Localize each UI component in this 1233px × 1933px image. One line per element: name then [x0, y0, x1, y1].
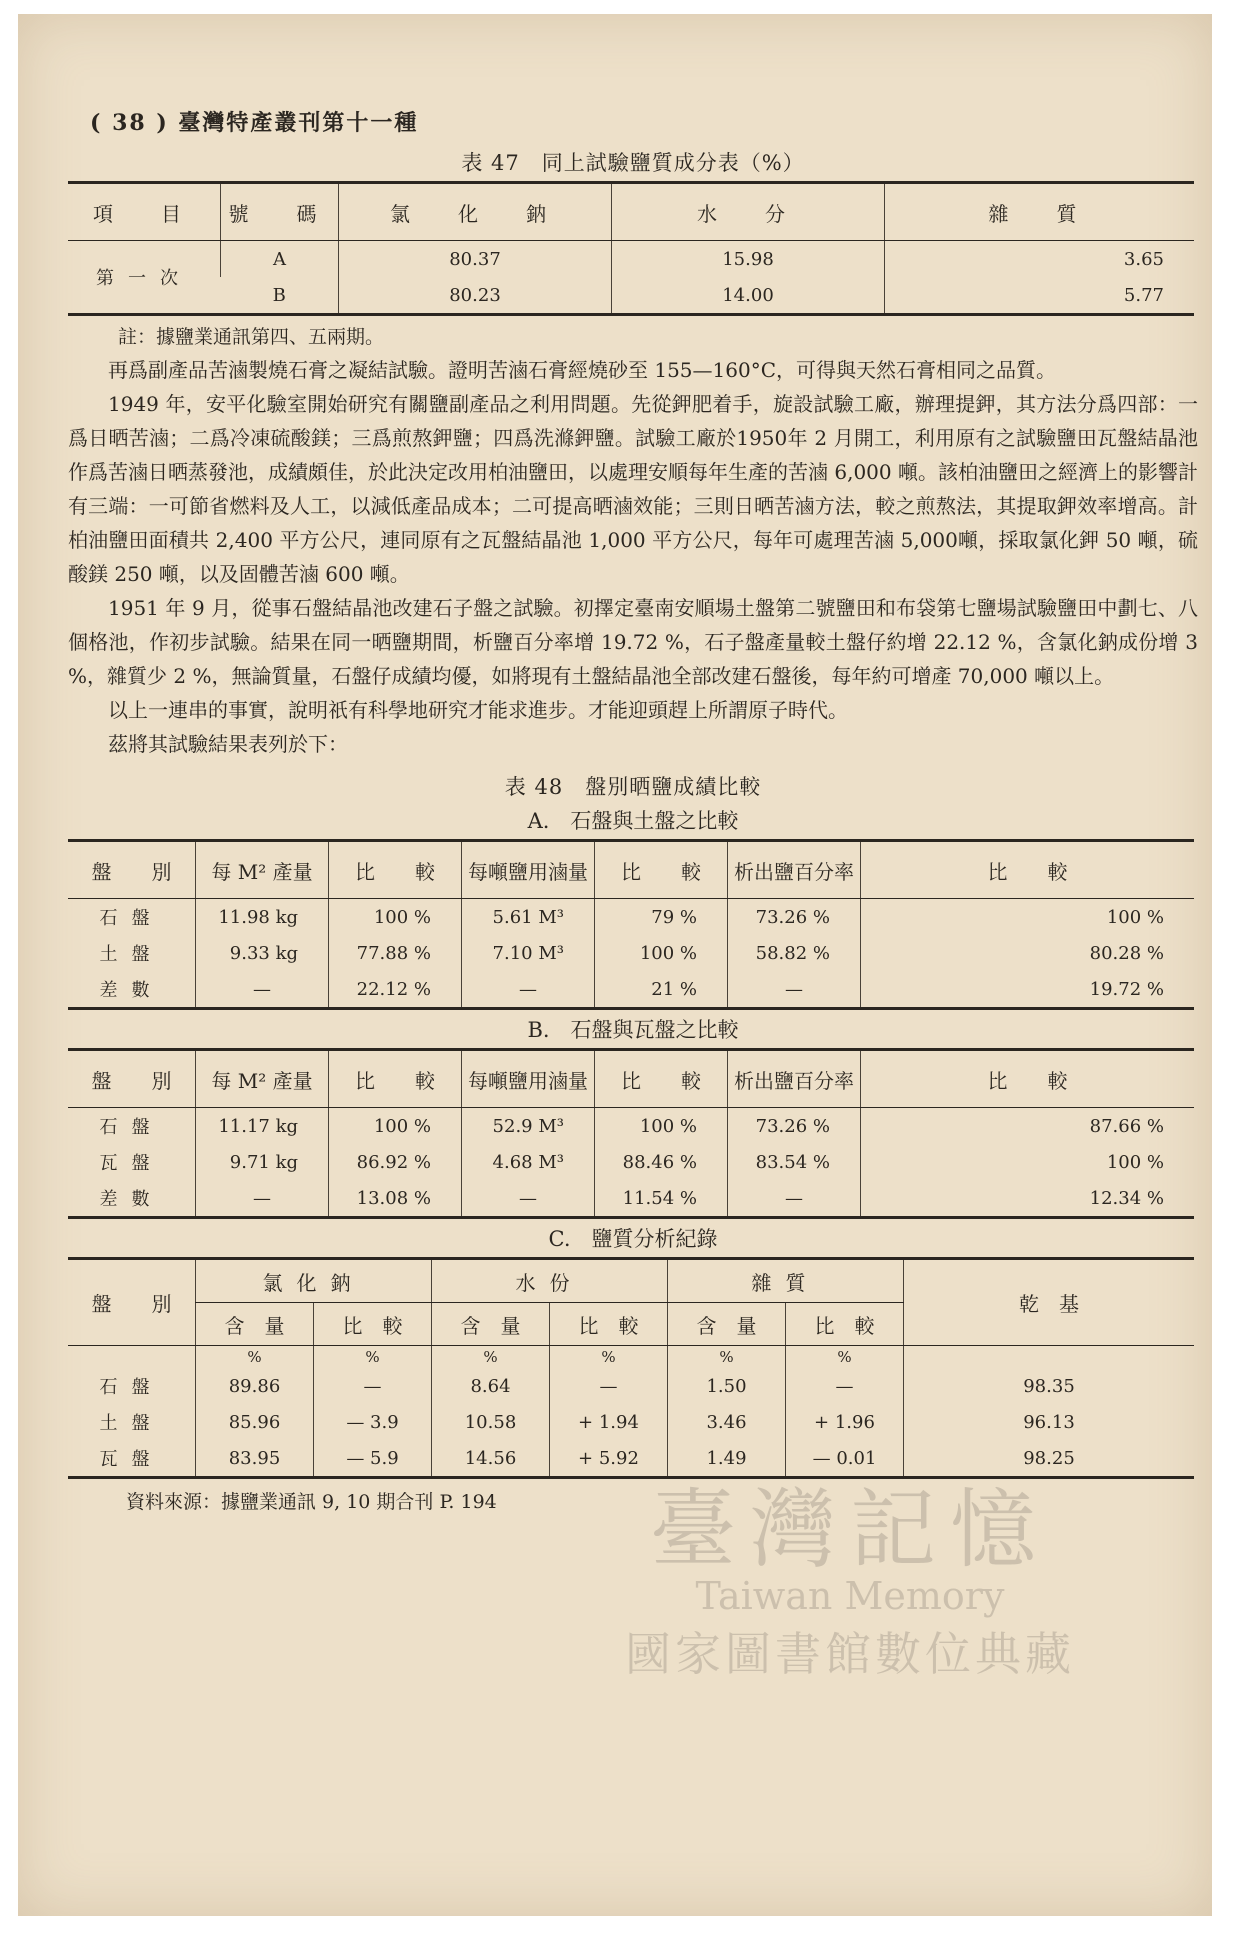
- col-header: 雜質: [668, 1259, 904, 1303]
- table-cell: + 1.96: [786, 1404, 904, 1440]
- table-cell: —: [728, 971, 861, 1009]
- row-label: 瓦盤: [99, 1153, 164, 1174]
- table-cell: — 3.9: [314, 1404, 432, 1440]
- col-header: 含 量: [668, 1303, 786, 1346]
- row-label: 石盤: [99, 1377, 164, 1398]
- col-header: 氯化鈉: [196, 1259, 432, 1303]
- table-cell: A: [221, 241, 339, 278]
- table-cell: 100 %: [861, 1144, 1195, 1180]
- col-header: 盤 別: [68, 1259, 196, 1346]
- col-header: 比 較: [550, 1303, 668, 1346]
- table-cell: 83.54 %: [728, 1144, 861, 1180]
- col-header: 項 目: [68, 183, 221, 241]
- col-header: 比 較: [861, 841, 1195, 899]
- table-47: [68, 181, 1194, 316]
- table-cell: 12.34 %: [861, 1180, 1195, 1218]
- table-cell: 1.49: [668, 1440, 786, 1478]
- source-note: 資料來源：據鹽業通訊 9, 10 期合刊 P. 194: [126, 1491, 497, 1513]
- table-cell: 96.13: [904, 1404, 1195, 1440]
- table-cell: 85.96: [196, 1404, 314, 1440]
- table-cell: + 1.94: [550, 1404, 668, 1440]
- paragraph: 以上一連串的事實，說明祇有科學地研究才能求進步。才能迎頭趕上所謂原子時代。: [108, 698, 848, 722]
- table-48b: [68, 1048, 1194, 1219]
- table-cell: 9.33 kg: [196, 935, 329, 971]
- table-cell: 14.00: [612, 277, 885, 315]
- table-48a: [68, 839, 1194, 1010]
- table-cell: 1.50: [668, 1368, 786, 1404]
- table-48-caption: 表 48 盤別晒鹽成績比較: [504, 775, 762, 799]
- table-cell: 52.9 M³: [462, 1108, 595, 1145]
- table-cell: 21 %: [595, 971, 728, 1009]
- paragraph: 1951 年 9 月，從事石盤結晶池改建石子盤之試驗。初擇定臺南安順場土盤第二號鹽田和布袋第七鹽場試驗鹽田中劃七、八個格池，作初步試驗。結果在同一晒鹽期間，析鹽百分率增 19.72 %，石子盤產量較土盤仔約增 22.12 %，含氯化鈉成份增 3 %，雜質少 2 %，無論質量，石盤仔成績均優，如將現有土盤結晶池全部改建石盤後，每年約可增產 70,000 噸以上。: [68, 596, 1198, 688]
- watermark-english: Taiwan Memory: [695, 1574, 1005, 1618]
- col-header: 每噸鹽用滷量: [462, 1050, 595, 1108]
- col-header: 含 量: [432, 1303, 550, 1346]
- table-cell: 100 %: [595, 1108, 728, 1145]
- table-cell: 100 %: [329, 899, 462, 936]
- table-cell: 19.72 %: [861, 971, 1195, 1009]
- table-cell: 80.28 %: [861, 935, 1195, 971]
- row-label: 石盤: [99, 908, 164, 929]
- row-label: 土盤: [99, 1413, 164, 1434]
- table-cell: 3.46: [668, 1404, 786, 1440]
- unit-cell: %: [786, 1346, 904, 1369]
- watermark-subtitle: 國家圖書館數位典藏: [625, 1627, 1075, 1681]
- col-header: 比 較: [786, 1303, 904, 1346]
- table-cell: 5.77: [885, 277, 1195, 315]
- table-48b-caption: B. 石盤與瓦盤之比較: [527, 1018, 739, 1042]
- table-cell: 80.23: [339, 277, 612, 315]
- table-cell: 14.56: [432, 1440, 550, 1478]
- table-cell: 9.71 kg: [196, 1144, 329, 1180]
- table-cell: 13.08 %: [329, 1180, 462, 1218]
- row-label: 石盤: [99, 1117, 164, 1138]
- unit-cell: [68, 1346, 196, 1369]
- table-cell: —: [462, 971, 595, 1009]
- table-cell: 100 %: [861, 899, 1195, 936]
- col-header: 比 較: [595, 1050, 728, 1108]
- table-cell: —: [728, 1180, 861, 1218]
- table-cell: —: [196, 1180, 329, 1218]
- table-cell: 4.68 M³: [462, 1144, 595, 1180]
- col-header: 每 M² 產量: [196, 841, 329, 899]
- col-header: 比 較: [329, 841, 462, 899]
- table-47-note: 註：據鹽業通訊第四、五兩期。: [118, 326, 385, 348]
- table-cell: 73.26 %: [728, 1108, 861, 1145]
- unit-cell: %: [550, 1346, 668, 1369]
- table-cell: 11.98 kg: [196, 899, 329, 936]
- table-cell: 5.61 M³: [462, 899, 595, 936]
- col-header: 水份: [432, 1259, 668, 1303]
- table-cell: 86.92 %: [329, 1144, 462, 1180]
- unit-cell: [904, 1346, 1195, 1369]
- col-header: 每 M² 產量: [196, 1050, 329, 1108]
- col-header: 號 碼: [221, 183, 339, 241]
- page-header: ( 38 ) 臺灣特產叢刊第十一種: [90, 110, 419, 136]
- table-cell: 77.88 %: [329, 935, 462, 971]
- table-cell: 15.98: [612, 241, 885, 278]
- table-47-caption: 表 47 同上試驗鹽質成分表（%）: [461, 151, 805, 175]
- table-cell: —: [462, 1180, 595, 1218]
- col-header: 析出鹽百分率: [728, 841, 861, 899]
- col-header: 乾 基: [904, 1259, 1195, 1346]
- table-cell: B: [272, 284, 286, 306]
- table-cell: 80.37: [339, 241, 612, 278]
- col-header: 比 較: [861, 1050, 1195, 1108]
- page-content: [68, 106, 1198, 1514]
- table-cell: 89.86: [196, 1368, 314, 1404]
- col-header: 析出鹽百分率: [728, 1050, 861, 1108]
- table-cell: — 0.01: [786, 1440, 904, 1478]
- unit-cell: %: [668, 1346, 786, 1369]
- table-cell: —: [786, 1368, 904, 1404]
- col-header: 氯 化 鈉: [339, 183, 612, 241]
- paragraph: 再爲副產品苦滷製燒石膏之凝結試驗。證明苦滷石膏經燒砂至 155—160°C，可得與天然石膏相同之品質。: [108, 358, 1057, 382]
- col-header: 比 較: [314, 1303, 432, 1346]
- row-label: 差數: [99, 1189, 164, 1210]
- unit-cell: %: [432, 1346, 550, 1369]
- table-cell: —: [314, 1368, 432, 1404]
- table-cell: 100 %: [595, 935, 728, 971]
- table-cell: 8.64: [432, 1368, 550, 1404]
- table-cell: 22.12 %: [329, 971, 462, 1009]
- table-48c: [68, 1257, 1194, 1479]
- row-label: 差數: [99, 980, 164, 1001]
- col-header: 盤 別: [68, 841, 196, 899]
- paragraph: 茲將其試驗結果表列於下：: [108, 732, 348, 756]
- table-cell: 10.58: [432, 1404, 550, 1440]
- table-48c-caption: C. 鹽質分析紀錄: [548, 1227, 718, 1251]
- col-header: 比 較: [595, 841, 728, 899]
- col-header: 水 分: [612, 183, 885, 241]
- table-cell: 7.10 M³: [462, 935, 595, 971]
- table-cell: —: [550, 1368, 668, 1404]
- table-cell: 73.26 %: [728, 899, 861, 936]
- row-label: 土盤: [99, 944, 164, 965]
- watermark-title: 臺灣記憶: [650, 1480, 1050, 1580]
- table-cell: 58.82 %: [728, 935, 861, 971]
- table-cell: 98.35: [904, 1368, 1195, 1404]
- paragraph: 1949 年，安平化驗室開始研究有關鹽副產品之利用問題。先從鉀肥着手，旋設試驗工廠，辦理提鉀，其方法分爲四部：一爲日晒苦滷；二爲冷凍硫酸鎂；三爲煎熬鉀鹽；四爲洗滌鉀鹽。試驗工廠於1950年 2 月開工，利用原有之試驗鹽田瓦盤結晶池作爲苦滷日晒蒸發池，成績頗佳，於此決定改用柏油鹽田，以處理安順每年生產的苦滷 6,000 噸。該柏油鹽田之經濟上的影響計有三端：一可節省燃料及人工，以減低產品成本；二可提高晒滷效能；三則日晒苦滷方法，較之煎熬法，其提取鉀效率增高。計柏油鹽田面積共 2,400 平方公尺，連同原有之瓦盤結晶池 1,000 平方公尺，每年可處理苦滷 5,000噸，採取氯化鉀 50 噸，硫酸鎂 250 噸，以及固體苦滷 600 噸。: [68, 392, 1198, 586]
- table-cell: 100 %: [329, 1108, 462, 1145]
- table-cell: 87.66 %: [861, 1108, 1195, 1145]
- table-48a-caption: A. 石盤與土盤之比較: [527, 809, 739, 833]
- table-cell: 79 %: [595, 899, 728, 936]
- col-header: 含 量: [196, 1303, 314, 1346]
- table-cell: 98.25: [904, 1440, 1195, 1478]
- table-cell: 3.65: [885, 241, 1195, 278]
- table-cell: + 5.92: [550, 1440, 668, 1478]
- page: [18, 14, 1212, 1916]
- row-label: 瓦盤: [99, 1449, 164, 1470]
- col-header: 比 較: [329, 1050, 462, 1108]
- table-cell: 83.95: [196, 1440, 314, 1478]
- table-cell: 11.17 kg: [196, 1108, 329, 1145]
- col-header: 盤 別: [68, 1050, 196, 1108]
- col-header: 雜 質: [885, 183, 1195, 241]
- table-cell: 11.54 %: [595, 1180, 728, 1218]
- col-header: 每噸鹽用滷量: [462, 841, 595, 899]
- table-cell: 88.46 %: [595, 1144, 728, 1180]
- row-label: 第一次: [96, 268, 192, 289]
- table-cell: —: [196, 971, 329, 1009]
- unit-cell: %: [314, 1346, 432, 1369]
- unit-cell: %: [196, 1346, 314, 1369]
- table-cell: — 5.9: [314, 1440, 432, 1478]
